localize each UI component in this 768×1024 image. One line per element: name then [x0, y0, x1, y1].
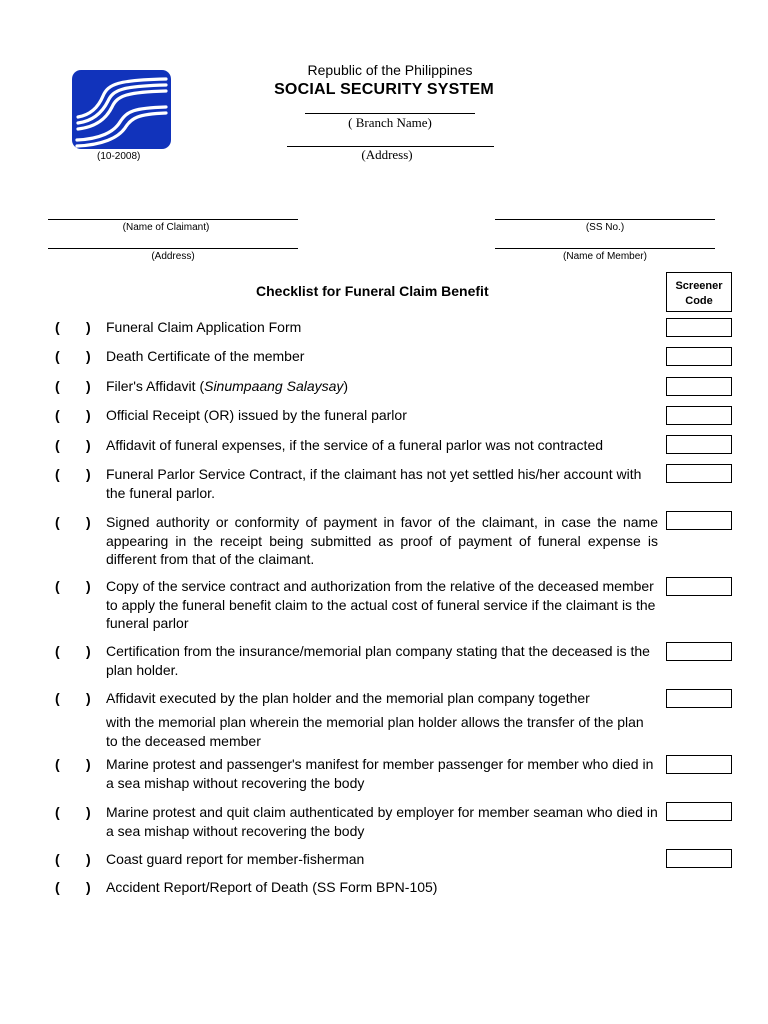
screener-code-box[interactable]: [666, 577, 732, 596]
claimant-name-field[interactable]: [48, 219, 298, 220]
checkbox-open-paren[interactable]: (: [55, 466, 60, 482]
checkbox-close-paren[interactable]: ): [86, 643, 91, 659]
checkbox-close-paren[interactable]: ): [86, 378, 91, 394]
checkbox-open-paren[interactable]: (: [55, 804, 60, 820]
screener-code-box[interactable]: [666, 849, 732, 868]
checkbox-close-paren[interactable]: ): [86, 466, 91, 482]
filers-affidavit-italic: Sinumpaang Salaysay: [204, 378, 344, 394]
checklist-item-plan-holder-affidavit-cont: with the memorial plan wherein the memorial plan holder allows the transfer of the plan to the deceased member: [106, 714, 644, 749]
checkbox-close-paren[interactable]: ): [86, 756, 91, 772]
screener-code-box[interactable]: [666, 755, 732, 774]
branch-address-label: (Address): [361, 147, 413, 162]
checkbox-close-paren[interactable]: ): [86, 437, 91, 453]
checkbox-close-paren[interactable]: ): [86, 879, 91, 895]
checklist-item-signed-authority: Signed authority or conformity of payment in favor of the claimant, in case the name appearing in the receipt being submitted as proof of payment of funeral expense is different from that of the claimant.: [106, 514, 658, 567]
checkbox-close-paren[interactable]: ): [86, 690, 91, 706]
checkbox-open-paren[interactable]: (: [55, 756, 60, 772]
filers-affidavit-prefix: Filer's Affidavit (: [106, 378, 205, 394]
checkbox-close-paren[interactable]: ): [86, 851, 91, 867]
screener-code-box[interactable]: [666, 406, 732, 425]
ss-number-label: (SS No.): [585, 222, 625, 233]
ss-number-field[interactable]: [495, 219, 715, 220]
branch-name-line: [305, 113, 475, 114]
screener-code-box[interactable]: [666, 642, 732, 661]
checkbox-open-paren[interactable]: (: [55, 514, 60, 530]
checkbox-open-paren[interactable]: (: [55, 437, 60, 453]
checkbox-open-paren[interactable]: (: [55, 348, 60, 364]
checkbox-close-paren[interactable]: ): [86, 319, 91, 335]
checkbox-open-paren[interactable]: (: [55, 578, 60, 594]
checklist-item-marine-protest-passenger: Marine protest and passenger's manifest for member passenger for member who died in a sea mishap without recovering the body: [106, 756, 654, 791]
screener-code-box[interactable]: [666, 802, 732, 821]
screener-code-box[interactable]: [666, 511, 732, 530]
branch-name-label: ( Branch Name): [348, 115, 432, 130]
checkbox-close-paren[interactable]: ): [86, 407, 91, 423]
screener-code-box[interactable]: [666, 689, 732, 708]
form-revision-code: (10-2008): [97, 151, 141, 162]
checklist-item-accident-report: Accident Report/Report of Death (SS Form BPN-105): [106, 879, 438, 895]
checkbox-open-paren[interactable]: (: [55, 851, 60, 867]
checkbox-open-paren[interactable]: (: [55, 643, 60, 659]
checkbox-open-paren[interactable]: (: [55, 319, 60, 335]
screener-code-box[interactable]: [666, 435, 732, 454]
screener-code-box[interactable]: [666, 377, 732, 396]
checkbox-open-paren[interactable]: (: [55, 690, 60, 706]
screener-header-line2: Code: [685, 295, 713, 307]
screener-code-box[interactable]: [666, 347, 732, 366]
checklist-item-plan-certification: Certification from the insurance/memorial plan company stating that the deceased is the plan holder.: [106, 643, 650, 678]
checklist-item-service-contract: Funeral Parlor Service Contract, if the claimant has not yet settled his/her account with the funeral parlor.: [106, 466, 642, 501]
claimant-address-field[interactable]: [48, 248, 298, 249]
screener-code-box[interactable]: [666, 318, 732, 337]
screener-header-line1: Screener: [675, 280, 723, 292]
checkbox-close-paren[interactable]: ): [86, 348, 91, 364]
checkbox-open-paren[interactable]: (: [55, 378, 60, 394]
agency-title: SOCIAL SECURITY SYSTEM: [274, 81, 494, 98]
checkbox-close-paren[interactable]: ): [86, 578, 91, 594]
claimant-name-label: (Name of Claimant): [122, 222, 210, 233]
checkbox-open-paren[interactable]: (: [55, 879, 60, 895]
claimant-address-label: (Address): [151, 251, 195, 262]
screener-code-box[interactable]: [666, 464, 732, 483]
member-name-label: (Name of Member): [563, 251, 647, 262]
checklist-item-marine-protest-seaman: Marine protest and quit claim authenticated by employer for member seaman who died in a sea mishap without recovering the body: [106, 804, 658, 839]
checklist-title: Checklist for Funeral Claim Benefit: [256, 283, 489, 299]
checkbox-close-paren[interactable]: ): [86, 804, 91, 820]
filers-affidavit-suffix: ): [343, 378, 349, 394]
checklist-item-contract-authorization: Copy of the service contract and authorization from the relative of the deceased member to apply the funeral benefit claim to the actual cost of funeral service if the claimant is the funeral parlor: [106, 578, 656, 631]
checklist-item-coast-guard-report: Coast guard report for member-fisherman: [106, 851, 365, 867]
checklist-item-plan-holder-affidavit: Affidavit executed by the plan holder and the memorial plan company together: [106, 690, 590, 706]
republic-heading: Republic of the Philippines: [307, 62, 473, 78]
checkbox-open-paren[interactable]: (: [55, 407, 60, 423]
checklist-item-application-form: Funeral Claim Application Form: [106, 319, 302, 335]
checklist-item-official-receipt: Official Receipt (OR) issued by the funeral parlor: [106, 407, 407, 423]
screener-code-header: [666, 272, 732, 312]
member-name-field[interactable]: [495, 248, 715, 249]
checklist-item-funeral-expense-affidavit: Affidavit of funeral expenses, if the service of a funeral parlor was not contracted: [106, 437, 604, 453]
checklist-item-death-certificate: Death Certificate of the member: [106, 348, 305, 364]
checkbox-close-paren[interactable]: ): [86, 514, 91, 530]
checklist-item-filers-affidavit: [106, 377, 658, 396]
